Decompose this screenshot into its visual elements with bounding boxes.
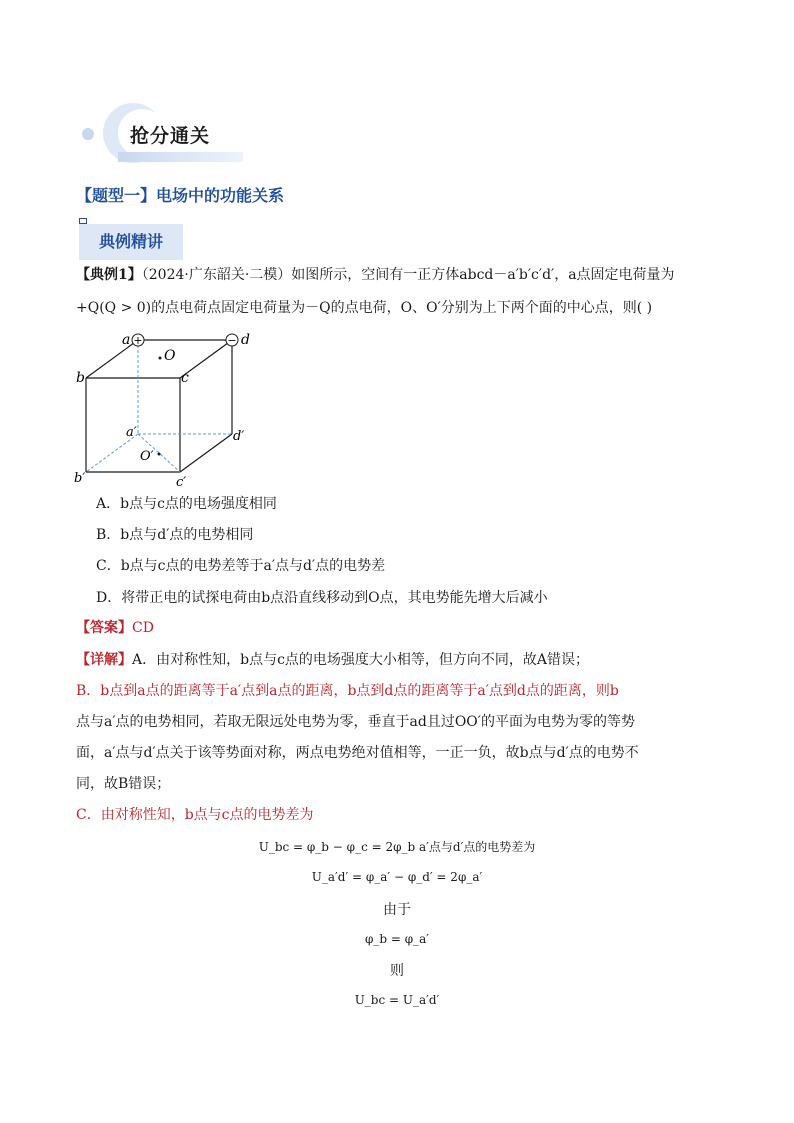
label-c2: c′ (176, 475, 187, 488)
explanation-line-a (76, 646, 726, 674)
explanation-line-b4: 同，故B错误； (76, 776, 171, 792)
explanation-tag: 【详解】 (76, 652, 132, 668)
word-since: 由于 (383, 902, 411, 918)
equation-2: U_a′d′ = φ_a′ − φ_d′ = 2φ_a′ (311, 870, 483, 884)
label-O: O (164, 348, 176, 364)
label-c: c (181, 370, 189, 386)
option-b: B．b点与d′点的电势相同 (96, 527, 254, 543)
problem-tag: 【典例1】 (76, 267, 142, 283)
section-title: 抢分通关 (130, 125, 211, 147)
explanation-line-b1: B．b点到a点的距离等于a′点到a点的距离，b点到d点的距离等于a′点到d点的距离，则b (76, 683, 619, 699)
label-d: d (241, 332, 250, 348)
label-O2: O′ (140, 449, 154, 464)
answer-tag: 【答案】 (76, 620, 132, 636)
problem-line-1 (76, 261, 726, 289)
label-d2: d′ (233, 429, 245, 444)
minus-charge-symbol: − (227, 334, 237, 347)
label-a: a (122, 332, 131, 348)
explanation-line-b2: 点与a′点的电势相同，若取无限远处电势为零，垂直于ad且过OO′的平面为电势为零的等势 (76, 714, 635, 730)
equation-1: U_bc = φ_b − φ_c = 2φ_b a′点与d′点的电势差为 (258, 840, 536, 854)
explanation-line-b3: 面，a′点与d′点关于该等势面对称，两点电势绝对值相等，一正一负，故b点与d′点的电势不 (76, 745, 639, 761)
equation-3: φ_b = φ_a′ (364, 932, 430, 946)
label-a2: a′ (126, 425, 137, 440)
answer-line (76, 614, 726, 642)
option-c: C．b点与c点的电势差等于a′点与d′点的电势差 (96, 558, 386, 574)
example-section-title: 典例精讲 (79, 224, 183, 260)
option-a: A．b点与c点的电场强度相同 (96, 496, 277, 512)
answer-value: CD (132, 620, 154, 636)
type-heading: 【题型一】电场中的功能关系 (76, 186, 285, 205)
label-b: b (76, 370, 85, 386)
problem-line-2: +Q(Q > 0)的点电荷点固定电荷量为－Q的点电荷，O、O′分别为上下两个面的中心点，则( ) (76, 300, 653, 316)
point-O2 (158, 453, 161, 456)
edge-c2d2 (180, 434, 232, 472)
equation-4: U_bc = U_a′d′ (354, 993, 440, 1007)
option-d: D．将带正电的试探电荷由b点沿直线移动到O点，其电势能先增大后减小 (96, 590, 548, 606)
label-b2: b′ (74, 471, 86, 486)
explanation-line-c: C．由对称性知，b点与c点的电势差为 (76, 807, 314, 823)
word-then: 则 (390, 963, 404, 979)
problem-text-1: （2024·广东韶关·二模）如图所示，空间有一正方体abcd－a′b′c′d′，a点固定电荷量为 (141, 267, 675, 283)
plus-charge-symbol: + (133, 334, 143, 347)
point-O (159, 357, 162, 360)
cube-figure (70, 328, 260, 488)
explanation-text-a: A．由对称性知，b点与c点的电场强度大小相等，但方向不同，故A错误； (132, 652, 590, 668)
